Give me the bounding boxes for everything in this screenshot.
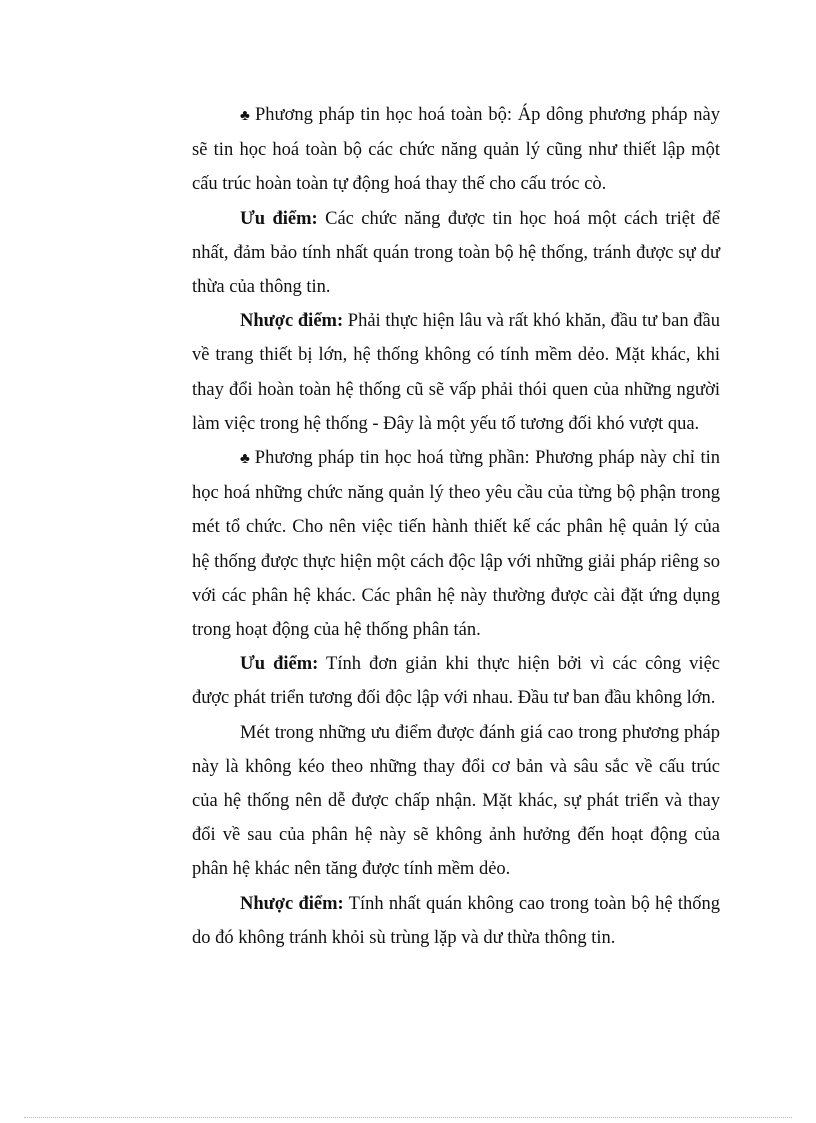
paragraph-disadvantages-2 xyxy=(192,887,720,955)
advantage-label: Ưu điểm: xyxy=(240,208,318,229)
document-body xyxy=(192,98,720,955)
paragraph-advantages-1 xyxy=(192,202,720,305)
paragraph-partial-computerization xyxy=(192,441,720,647)
advantage-label: Ưu điểm: xyxy=(240,654,319,675)
paragraph-text: Các chức năng được tin học hoá một cách triệt để nhất, đảm bảo tính nhất quán trong toàn bộ hệ thống, tránh được sự dư thừa của thông tin. xyxy=(192,208,721,298)
paragraph-text: Tính nhất quán không cao trong toàn bộ hệ thống do đó không tránh khỏi sù trùng lặp và dư thừa thông tin. xyxy=(192,893,721,948)
paragraph-text: Phương pháp tin học hoá toàn bộ: Áp dông phương pháp này sẽ tin học hoá toàn bộ các chức năng quản lý cũng như thiết lập một cấu trúc hoàn toàn tự động hoá thay thế cho cấu tróc cò. xyxy=(192,105,720,195)
page-bottom-border xyxy=(24,1117,792,1118)
paragraph-notable-advantage xyxy=(192,716,720,887)
paragraph-text: Mét trong những ưu điểm được đánh giá cao trong phương pháp này là không kéo theo những thay đổi cơ bản và sâu sắc về cấu trúc của hệ thống nên dễ được chấp nhận. Mặt khác, sự phát triển và thay đổi về sau của phân hệ này sẽ không ảnh hưởng đến hoạt động của phân hệ khác nên tăng được tính mềm dẻo. xyxy=(192,722,720,880)
disadvantage-label: Nhược điểm: xyxy=(240,893,344,914)
paragraph-full-computerization xyxy=(192,98,720,202)
club-bullet-icon: ♣ xyxy=(240,451,251,468)
paragraph-advantages-2 xyxy=(192,647,720,715)
paragraph-text: Phải thực hiện lâu và rất khó khăn, đầu tư ban đầu về trang thiết bị lớn, hệ thống không có tính mềm dẻo. Mặt khác, khi thay đổi hoàn toàn hệ thống cũ sẽ vấp phải thói quen của những người làm việc trong hệ thống - Đây là một yếu tố tương đối khó vượt qua. xyxy=(192,311,720,434)
club-bullet-icon: ♣ xyxy=(240,108,252,124)
disadvantage-label: Nhược điểm: xyxy=(240,311,344,332)
paragraph-disadvantages-1 xyxy=(192,304,720,441)
paragraph-text: Phương pháp tin học hoá từng phần: Phương pháp này chỉ tin học hoá những chức năng quản lý theo yêu cầu của từng bộ phận trong mét tổ chức. Cho nên việc tiến hành thiết kế các phân hệ quản lý của hệ thống được thực hiện một cách độc lập với những giải pháp riêng so với các phân hệ khác. Các phân hệ này thường được cài đặt ứng dụng trong hoạt động của hệ thống phân tán. xyxy=(192,448,721,641)
paragraph-text: Tính đơn giản khi thực hiện bởi vì các công việc được phát triển tương đối độc lập với nhau. Đầu tư ban đầu không lớn. xyxy=(192,654,720,709)
